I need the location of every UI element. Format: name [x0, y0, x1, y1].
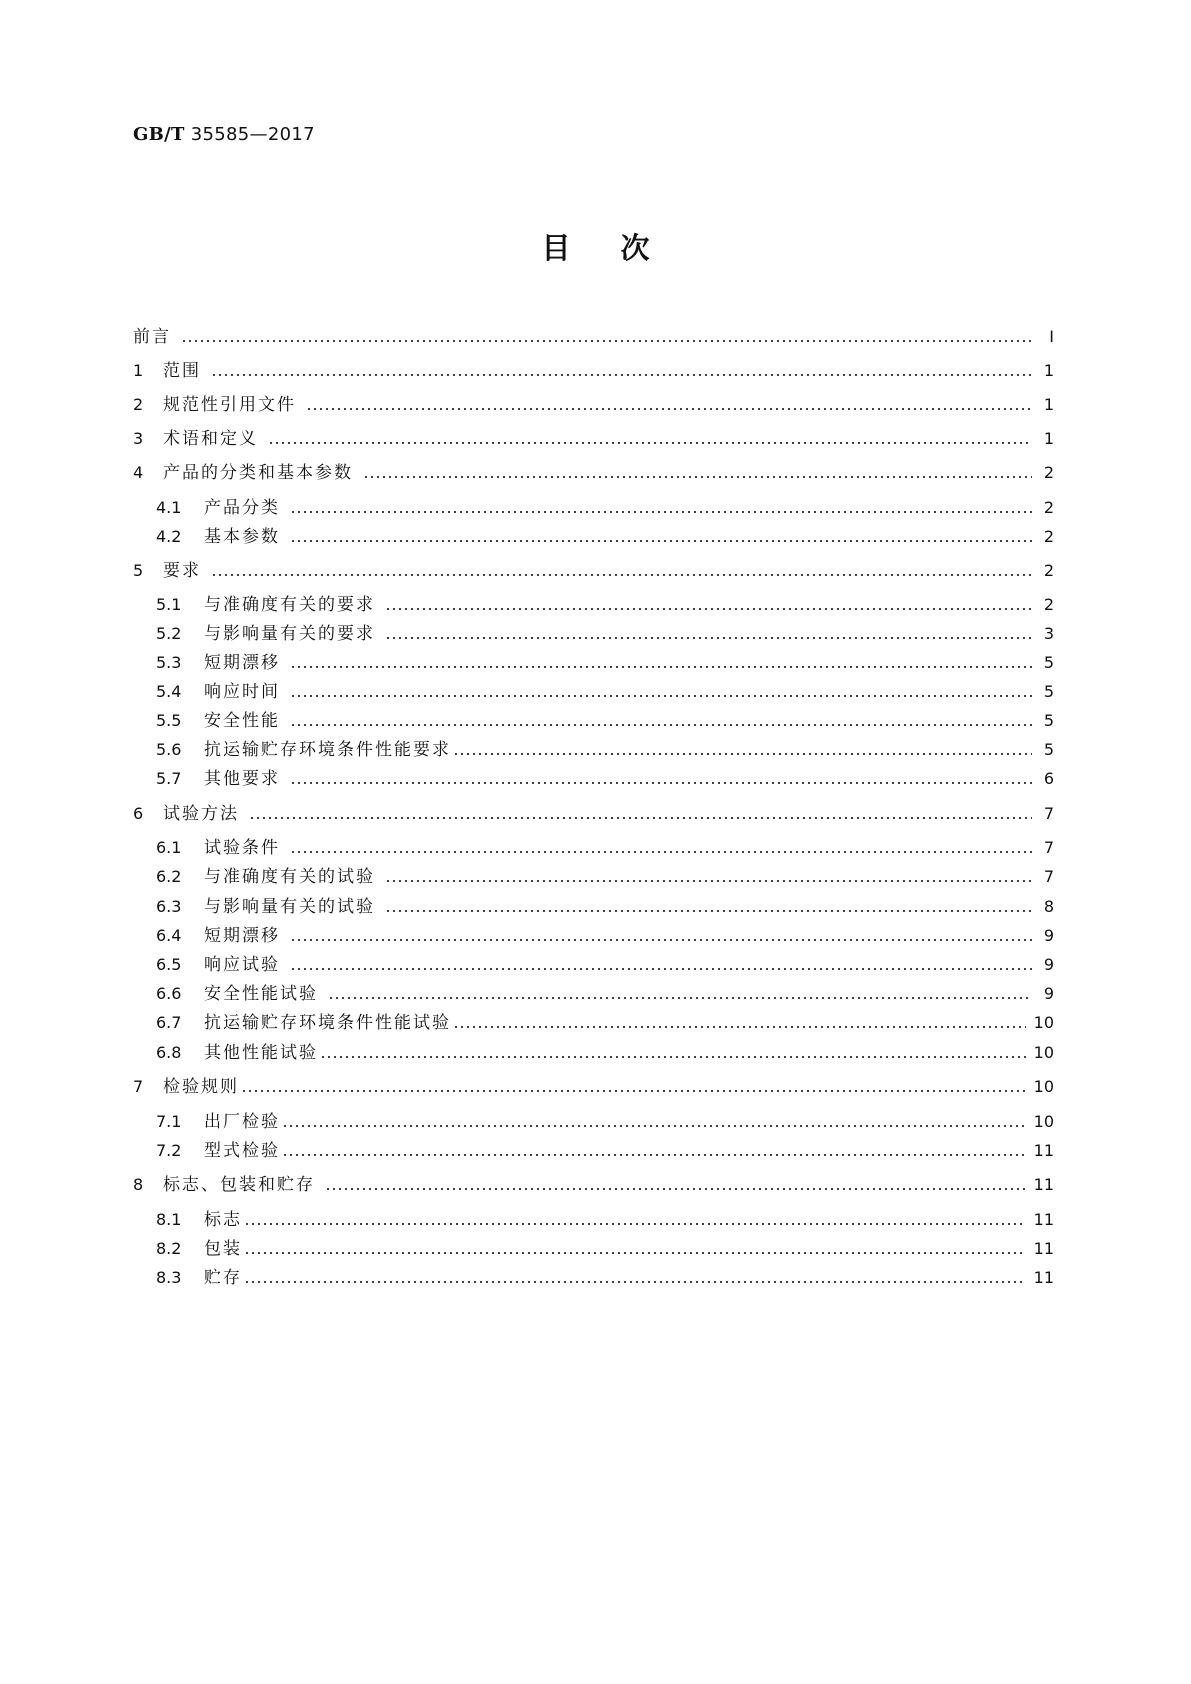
toc-entry-title: 与影响量有关的试验: [204, 897, 375, 917]
toc-entry-number: 5.6: [156, 740, 182, 759]
toc-entry[interactable]: [156, 1042, 1054, 1064]
toc-entry[interactable]: [133, 326, 1054, 348]
toc-entry-title: 与准确度有关的试验: [204, 867, 375, 887]
toc-entry-title: 规范性引用文件: [163, 395, 296, 415]
toc-entry-number: 6.7: [156, 1013, 182, 1032]
toc-entry-page-number: 1: [1043, 395, 1054, 414]
toc-entry-title: 安全性能试验: [204, 984, 318, 1004]
page-title: 目次: [541, 231, 700, 265]
toc-entry-number: 7: [133, 1077, 144, 1096]
toc-entry-page-number: 11: [1033, 1239, 1054, 1258]
toc-entry-page-number: 11: [1033, 1268, 1054, 1287]
toc-entry-page-number: 10: [1033, 1043, 1054, 1062]
toc-dot-leader: [268, 441, 1032, 445]
toc-entry-title: 检验规则: [163, 1077, 239, 1097]
toc-entry-title: 抗运输贮存环境条件性能要求: [204, 740, 451, 760]
toc-entry[interactable]: [156, 1140, 1054, 1162]
toc-dot-leader: [290, 781, 1032, 785]
toc-entry-page-number: 2: [1043, 561, 1054, 580]
toc-entry[interactable]: [156, 1012, 1054, 1034]
toc-entry-page-number: 2: [1043, 595, 1054, 614]
toc-entry-number: 6.1: [156, 838, 182, 857]
toc-entry-number: 4: [133, 463, 144, 482]
toc-dot-leader: [290, 665, 1032, 669]
toc-entry-title: 抗运输贮存环境条件性能试验: [204, 1013, 451, 1033]
toc-entry-page-number: 1: [1043, 361, 1054, 380]
toc-entry-number: 5.4: [156, 682, 182, 701]
toc-entry-title: 基本参数: [204, 527, 280, 547]
toc-dot-leader: [453, 752, 1032, 756]
toc-entry-title: 短期漂移: [204, 926, 280, 946]
toc-entry-title: 标志: [204, 1210, 242, 1230]
toc-entry-title: 响应试验: [204, 955, 280, 975]
toc-dot-leader: [181, 339, 1032, 343]
toc-entry-number: 5: [133, 561, 144, 580]
toc-entry-number: 4.2: [156, 527, 182, 546]
toc-entry[interactable]: [156, 837, 1054, 859]
toc-dot-leader: [249, 816, 1032, 820]
toc-entry-number: 3: [133, 429, 144, 448]
toc-entry-title: 与准确度有关的要求: [204, 595, 375, 615]
toc-entry[interactable]: [156, 768, 1054, 790]
toc-entry-title: 出厂检验: [204, 1112, 280, 1132]
toc-dot-leader: [385, 909, 1032, 913]
toc-entry-number: 6.8: [156, 1043, 182, 1062]
toc-entry[interactable]: [156, 652, 1054, 674]
toc-entry-number: 5.2: [156, 624, 182, 643]
toc-entry-title: 型式检验: [204, 1141, 280, 1161]
toc-dot-leader: [290, 723, 1032, 727]
toc-entry[interactable]: [156, 954, 1054, 976]
toc-entry-number: 8.1: [156, 1210, 182, 1229]
toc-entry[interactable]: [156, 1111, 1054, 1133]
toc-entry[interactable]: [156, 739, 1054, 761]
toc-dot-leader: [328, 996, 1032, 1000]
toc-entry-number: 8.3: [156, 1268, 182, 1287]
toc-dot-leader: [282, 1153, 1026, 1157]
toc-entry-page-number: 7: [1043, 838, 1054, 857]
toc-entry-title: 范围: [163, 361, 201, 381]
toc-entry-page-number: Ⅰ: [1049, 327, 1054, 346]
toc-entry-page-number: 10: [1033, 1077, 1054, 1096]
toc-entry-number: 4.1: [156, 498, 182, 517]
toc-entry[interactable]: [156, 1267, 1054, 1289]
toc-entry-title: 安全性能: [204, 711, 280, 731]
toc-dot-leader: [211, 373, 1032, 377]
toc-dot-leader: [282, 1124, 1026, 1128]
toc-entry-title: 试验方法: [163, 804, 239, 824]
toc-entry-number: 6.6: [156, 984, 182, 1003]
toc-entry-number: 1: [133, 361, 144, 380]
toc-entry-number: 6.5: [156, 955, 182, 974]
toc-dot-leader: [320, 1055, 1026, 1059]
toc-dot-leader: [290, 967, 1032, 971]
toc-dot-leader: [244, 1251, 1026, 1255]
toc-entry-number: 6: [133, 804, 144, 823]
toc-entry-number: 5.3: [156, 653, 182, 672]
toc-entry-title: 前言: [133, 327, 171, 347]
toc-entry[interactable]: [156, 681, 1054, 703]
toc-entry[interactable]: [156, 623, 1054, 645]
toc-entry-page-number: 11: [1033, 1210, 1054, 1229]
standard-number-header: [133, 124, 315, 145]
toc-entry[interactable]: [133, 1174, 1054, 1196]
toc-entry-title: 标志、包装和贮存: [163, 1175, 315, 1195]
toc-entry-number: 8.2: [156, 1239, 182, 1258]
toc-entry-number: 7.1: [156, 1112, 182, 1131]
toc-entry-page-number: 9: [1043, 955, 1054, 974]
toc-entry-title: 术语和定义: [163, 429, 258, 449]
toc-entry-title: 短期漂移: [204, 653, 280, 673]
toc-entry[interactable]: [156, 925, 1054, 947]
toc-dot-leader: [290, 539, 1032, 543]
toc-entry-page-number: 9: [1043, 926, 1054, 945]
toc-entry[interactable]: [133, 1076, 1054, 1098]
standard-prefix: GB/T: [133, 124, 185, 145]
toc-entry-title: 贮存: [204, 1268, 242, 1288]
toc-entry-title: 与影响量有关的要求: [204, 624, 375, 644]
toc-entry-number: 2: [133, 395, 144, 414]
toc-entry-title: 试验条件: [204, 838, 280, 858]
toc-entry-title: 产品的分类和基本参数: [163, 463, 353, 483]
toc-entry[interactable]: [156, 497, 1054, 519]
toc-entry-title: 产品分类: [204, 498, 280, 518]
toc-dot-leader: [363, 475, 1032, 479]
toc-entry-number: 6.4: [156, 926, 182, 945]
toc-dot-leader: [211, 573, 1032, 577]
toc-entry-number: 5.5: [156, 711, 182, 730]
toc-dot-leader: [290, 510, 1032, 514]
toc-entry[interactable]: [156, 1209, 1054, 1231]
toc-entry[interactable]: [133, 560, 1054, 582]
toc-entry-page-number: 6: [1043, 769, 1054, 788]
toc-entry[interactable]: [133, 394, 1054, 416]
toc-entry-page-number: 2: [1043, 498, 1054, 517]
toc-dot-leader: [385, 607, 1032, 611]
toc-entry-page-number: 5: [1043, 682, 1054, 701]
toc-dot-leader: [290, 938, 1032, 942]
toc-dot-leader: [385, 879, 1032, 883]
toc-entry-number: 5.1: [156, 595, 182, 614]
toc-entry-page-number: 3: [1043, 624, 1054, 643]
toc-entry-page-number: 5: [1043, 653, 1054, 672]
toc-entry[interactable]: [156, 983, 1054, 1005]
toc-dot-leader: [244, 1222, 1026, 1226]
toc-entry-title: 响应时间: [204, 682, 280, 702]
toc-entry[interactable]: [156, 526, 1054, 548]
toc-entry-page-number: 1: [1043, 429, 1054, 448]
toc-entry-page-number: 2: [1043, 463, 1054, 482]
toc-entry[interactable]: [133, 360, 1054, 382]
toc-entry[interactable]: [156, 710, 1054, 732]
toc-dot-leader: [241, 1089, 1026, 1093]
toc-entry[interactable]: [133, 803, 1054, 825]
toc-dot-leader: [306, 407, 1032, 411]
toc-entry-title: 其他性能试验: [204, 1043, 318, 1063]
toc-entry-page-number: 9: [1043, 984, 1054, 1003]
toc-entry-number: 7.2: [156, 1141, 182, 1160]
toc-entry-page-number: 5: [1043, 740, 1054, 759]
toc-entry[interactable]: [133, 428, 1054, 450]
toc-entry-number: 8: [133, 1175, 144, 1194]
toc-dot-leader: [385, 636, 1032, 640]
toc-entry-page-number: 11: [1033, 1141, 1054, 1160]
toc-entry-title: 包装: [204, 1239, 242, 1259]
toc-entry[interactable]: [156, 594, 1054, 616]
toc-entry-page-number: 10: [1033, 1112, 1054, 1131]
toc-entry-number: 6.3: [156, 897, 182, 916]
toc-dot-leader: [290, 694, 1032, 698]
toc-entry-number: 5.7: [156, 769, 182, 788]
toc-entry-page-number: 11: [1033, 1175, 1054, 1194]
toc-entry-page-number: 7: [1043, 804, 1054, 823]
toc-entry-page-number: 8: [1043, 897, 1054, 916]
toc-entry-page-number: 10: [1033, 1013, 1054, 1032]
toc-entry[interactable]: [156, 1238, 1054, 1260]
toc-dot-leader: [290, 850, 1032, 854]
toc-dot-leader: [244, 1280, 1026, 1284]
standard-number: 35585—2017: [190, 124, 315, 145]
toc-dot-leader: [325, 1187, 1026, 1191]
toc-entry[interactable]: [133, 462, 1054, 484]
toc-entry-title: 要求: [163, 561, 201, 581]
toc-entry-number: 6.2: [156, 867, 182, 886]
toc-entry[interactable]: [156, 896, 1054, 918]
toc-dot-leader: [453, 1025, 1026, 1029]
toc-entry-page-number: 5: [1043, 711, 1054, 730]
toc-entry-title: 其他要求: [204, 769, 280, 789]
toc-entry-page-number: 2: [1043, 527, 1054, 546]
toc-entry-page-number: 7: [1043, 867, 1054, 886]
toc-entry[interactable]: [156, 866, 1054, 888]
